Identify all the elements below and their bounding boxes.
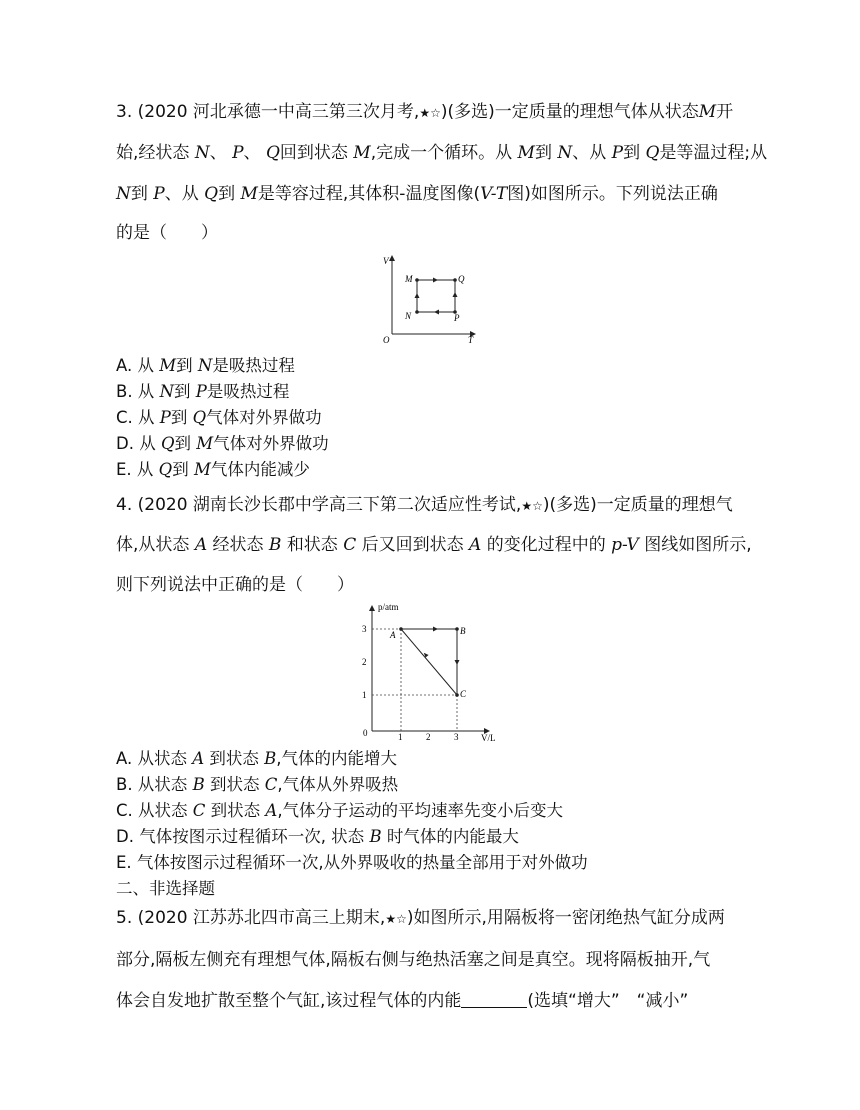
q3-option-c: C. 从 P到 Q气体对外界做功 — [116, 408, 322, 427]
origin-label: O — [383, 335, 390, 345]
q4-option-a: A. 从状态 A 到状态 B,气体的内能增大 — [116, 749, 398, 768]
p-axis-label: p/atm — [378, 602, 399, 612]
q3-stem-line-4: 的是（ ） — [116, 223, 218, 243]
label-c: C — [460, 689, 467, 699]
v-axis-label: V/L — [481, 733, 496, 743]
label-q: Q — [458, 274, 465, 284]
q4-stem-line-2: 体,从状态 A 经状态 B 和状态 C 后又回到状态 A 的变化过程中的 p-V 图线如图所示, — [116, 535, 752, 555]
label-a: A — [390, 630, 396, 640]
q3-vt-diagram — [375, 252, 485, 348]
difficulty-stars: ★☆ — [521, 499, 543, 513]
arrow-ab — [433, 627, 438, 632]
point-a — [399, 627, 403, 631]
difficulty-stars: ★☆ — [385, 912, 407, 926]
point-b — [455, 627, 459, 631]
path-ca — [401, 629, 457, 695]
arrow-pq — [453, 292, 458, 297]
point-m — [415, 278, 419, 282]
q3-option-d: D. 从 Q到 M气体对外界做功 — [116, 434, 329, 453]
q5-stem-line-3: 体会自发地扩散至整个气缸,该过程气体的内能 (选填“增大” “减小” — [116, 991, 689, 1011]
q4-stem-line-3: 则下列说法中正确的是（ ） — [116, 575, 354, 595]
q4-stem-line-1: 4. (2020 湖南长沙长郡中学高三下第二次适应性考试,★☆)(多选)一定质量的理想气 — [116, 495, 733, 515]
arrow-nm — [415, 293, 420, 298]
t-axis-label: T — [468, 335, 474, 345]
q4-option-e: E. 气体按图示过程循环一次,从外界吸收的热量全部用于对外做功 — [116, 853, 588, 872]
difficulty-stars: ★☆ — [419, 106, 441, 120]
label-p: P — [454, 313, 460, 323]
label-m: M — [405, 274, 413, 284]
q4-option-b: B. 从状态 B 到状态 C,气体从外界吸热 — [116, 775, 399, 794]
arrow-mq — [433, 278, 438, 283]
x-tick-1: 1 — [398, 732, 403, 742]
y-tick-3: 3 — [362, 624, 367, 634]
v-axis-label: V — [383, 256, 389, 266]
point-q — [453, 278, 457, 282]
origin-label: 0 — [363, 728, 368, 738]
q3-option-e: E. 从 Q到 M气体内能减少 — [116, 460, 310, 479]
q3-stem-line-3: N到 P、从 Q到 M是等容过程,其体积-温度图像(V-T图)如图所示。下列说法正确 — [116, 184, 718, 204]
q5-stem-line-1: 5. (2020 江苏苏北四市高三上期末,★☆)如图所示,用隔板将一密闭绝热气缸分成两 — [116, 908, 725, 928]
q3-stem-line-2: 始,经状态 N、 P、 Q回到状态 M,完成一个循环。从 M到 N、从 P到 Q是等温过程;从 — [116, 143, 768, 163]
y-tick-2: 2 — [362, 657, 367, 667]
q4-option-c: C. 从状态 C 到状态 A,气体分子运动的平均速率先变小后变大 — [116, 801, 564, 820]
q3-option-a: A. 从 M到 N是吸热过程 — [116, 356, 295, 375]
arrow-bc — [455, 660, 460, 665]
label-b: B — [460, 626, 466, 636]
q3-stem-line-1: 3. (2020 河北承德一中高三第三次月考,★☆)(多选)一定质量的理想气体从状态M开 — [116, 102, 734, 122]
label-n: N — [405, 311, 412, 321]
q5-stem-line-2: 部分,隔板左侧充有理想气体,隔板右侧与绝热活塞之间是真空。现将隔板抽开,气 — [116, 950, 711, 970]
y-tick-1: 1 — [362, 690, 367, 700]
x-tick-3: 3 — [454, 732, 459, 742]
q4-pv-diagram — [355, 598, 505, 743]
answer-blank[interactable] — [461, 991, 527, 1008]
arrow-pn — [434, 310, 439, 315]
q3-option-b: B. 从 N到 P是吸热过程 — [116, 382, 290, 401]
point-c — [455, 693, 459, 697]
point-n — [415, 310, 419, 314]
q4-option-d: D. 气体按图示过程循环一次, 状态 B 时气体的内能最大 — [116, 827, 519, 846]
section-title: 二、非选择题 — [116, 879, 215, 898]
x-tick-2: 2 — [426, 732, 431, 742]
